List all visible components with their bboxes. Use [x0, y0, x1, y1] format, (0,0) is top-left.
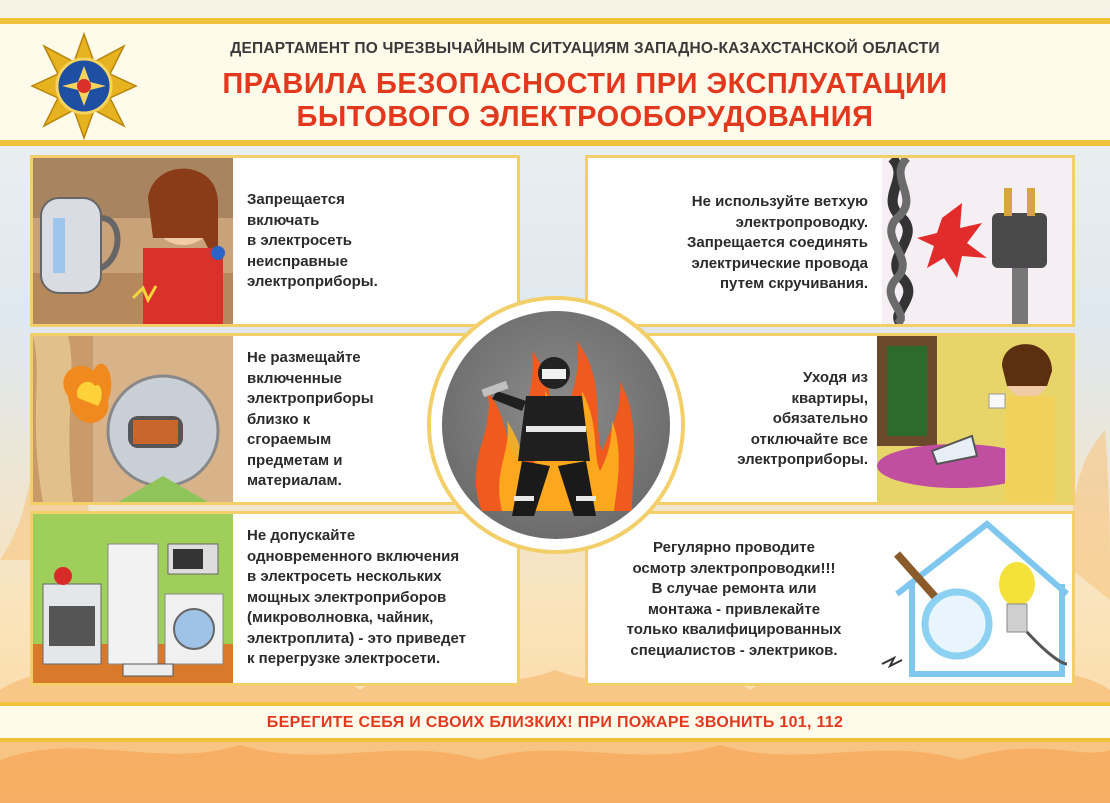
rule-text-6: Регулярно проводите осмотр электропроводки!!! В случае ремонта или монтажа - привлекайте только квалифицированных специалистов - электриков.: [626, 539, 842, 659]
illustration-girl-kettle: [33, 158, 233, 324]
rule-text-5: Не допускайте одновременного включения в электросеть нескольких мощных электроприборов (микроволновка, чайник, электроплита) - это приведет к перегрузке электросети.: [247, 527, 466, 667]
rule-panel-5: [30, 511, 520, 686]
title-line-2: БЫТОВОГО ЭЛЕКТРООБОРУДОВАНИЯ: [296, 101, 874, 133]
footer-banner: [0, 702, 1110, 742]
title-line-1: ПРАВИЛА БЕЗОПАСНОСТИ ПРИ ЭКСПЛУАТАЦИИ: [222, 68, 948, 100]
rule-text-4: Уходя из квартиры, обязательно отключайте все электроприборы.: [737, 369, 868, 468]
center-circle: [442, 311, 670, 539]
illustration-kitchen-appliances: [33, 514, 233, 683]
illustration-woman-iron: [877, 336, 1072, 502]
illustration-twisted-wires: [882, 158, 1072, 324]
illustration-heater-curtain: [33, 336, 233, 502]
illustration-house-magnifier: [877, 514, 1072, 683]
rule-text-3: Не размещайте включенные электроприборы близко к сгораемым предметам и материалам.: [247, 349, 374, 489]
header-banner: [0, 18, 1110, 146]
rule-panel-2: [585, 155, 1075, 327]
page-title: [150, 68, 1020, 134]
rule-text-1: Запрещается включать в электросеть неисправные электроприборы.: [247, 191, 378, 290]
rule-panel-6: [585, 511, 1075, 686]
rule-text-2: Не используйте ветхую электропроводку. Запрещается соединять электрические провода путем скручивания.: [686, 193, 868, 292]
firefighter-icon: [442, 311, 670, 539]
rule-panel-1: [30, 155, 520, 327]
footer-slogan: БЕРЕГИТЕ СЕБЯ И СВОИХ БЛИЗКИХ! ПРИ ПОЖАРЕ ЗВОНИТЬ 101, 112: [266, 714, 844, 731]
emergency-emblem-icon: [30, 32, 138, 140]
department-name: ДЕПАРТАМЕНТ ПО ЧРЕЗВЫЧАЙНЫМ СИТУАЦИЯМ ЗАПАДНО-КАЗАХСТАНСКОЙ ОБЛАСТИ: [230, 40, 940, 57]
